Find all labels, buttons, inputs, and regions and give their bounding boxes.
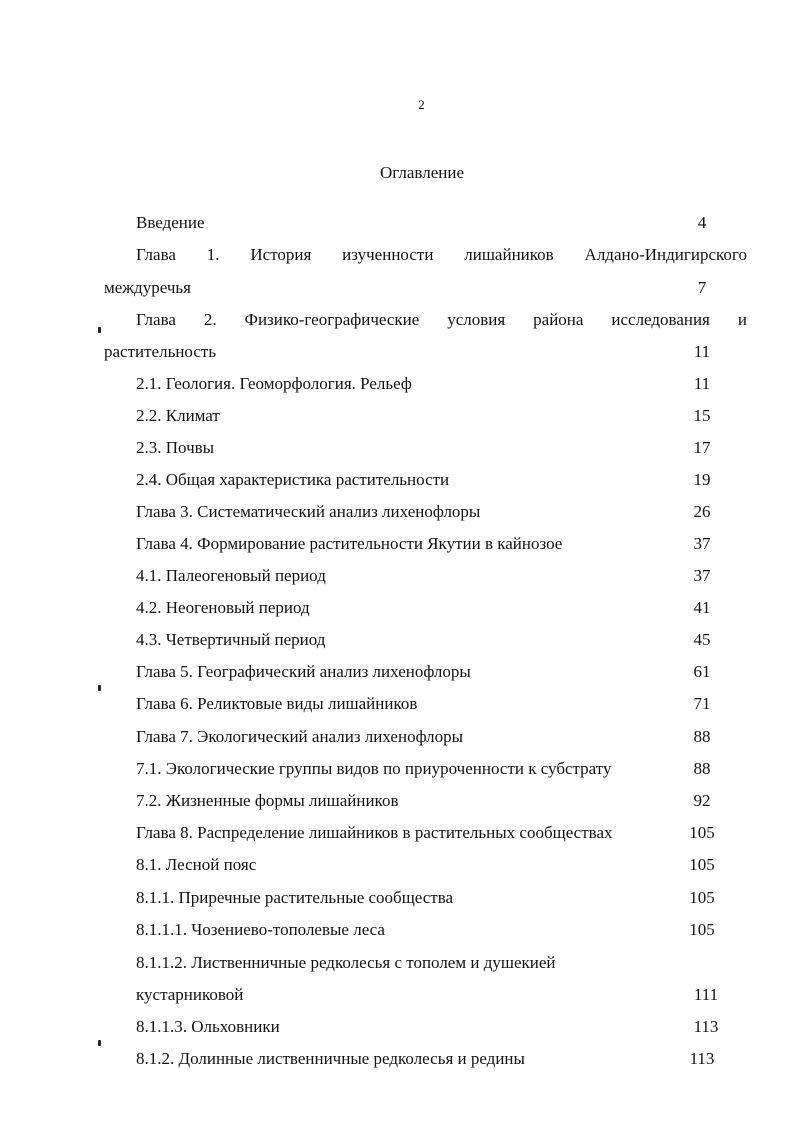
- toc-entry-page: 17: [693, 438, 711, 457]
- toc-word: и: [737, 310, 747, 329]
- toc-entry-title: 2.1. Геология. Геоморфология. Рельеф: [136, 374, 412, 393]
- toc-word: Глава: [136, 245, 176, 264]
- toc-entry: [136, 1015, 776, 1039]
- toc-entry-page: 26: [693, 502, 711, 521]
- toc-entry: [136, 468, 776, 492]
- toc-entry-title: 7.2. Жизненные формы лишайников: [136, 791, 399, 810]
- toc-entry-title: 2.2. Климат: [136, 406, 220, 425]
- toc-word: 1.: [206, 245, 220, 264]
- toc-title: Оглавление: [380, 163, 464, 182]
- scan-mark: [98, 1040, 101, 1046]
- scan-mark: [98, 685, 101, 691]
- toc-entry: [136, 1047, 776, 1071]
- toc-entry-title: Глава 5. Географический анализ лихенофлоры: [136, 662, 471, 681]
- toc-entry-page: 37: [693, 566, 711, 585]
- toc-entry: [136, 660, 776, 684]
- toc-entry-title: 4.1. Палеогеновый период: [136, 566, 326, 585]
- toc-entry-title: междуречья: [104, 278, 191, 297]
- toc-entry-title: Глава 6. Реликтовые виды лишайников: [136, 694, 418, 713]
- toc-entry-title: 8.1.1.3. Ольховники: [136, 1017, 280, 1036]
- toc-entry: [136, 596, 776, 620]
- toc-entry-title: кустарниковой: [136, 985, 244, 1004]
- toc-entry-page: 113: [693, 1017, 719, 1036]
- toc-entry-page: 11: [693, 342, 711, 361]
- toc-entry-page: 7: [697, 278, 707, 297]
- toc-entry-page: 105: [689, 823, 715, 842]
- toc-entry: [136, 404, 776, 428]
- toc-entry: [136, 757, 776, 781]
- toc-entry-intro: [136, 211, 776, 235]
- toc-entry: [136, 918, 776, 942]
- toc-entry: [136, 821, 776, 845]
- toc-entry-ch2-line2: [104, 340, 776, 364]
- toc-entry-page: 88: [693, 759, 711, 778]
- toc-entry-title: 2.4. Общая характеристика растительности: [136, 470, 450, 489]
- toc-entry-title: Глава 4. Формирование растительности Якутии в кайнозое: [136, 534, 563, 553]
- toc-entry-ch2-line1: [136, 308, 747, 332]
- toc-entry: [136, 789, 776, 813]
- toc-word: История: [250, 245, 312, 264]
- toc-entry-page: 113: [689, 1049, 715, 1068]
- toc-entry-page: 111: [693, 985, 719, 1004]
- toc-entry-title: Введение: [136, 213, 205, 232]
- toc-entry-8112-line2: [136, 983, 776, 1007]
- toc-word: изученности: [342, 245, 434, 264]
- toc-entry-page: 19: [693, 470, 711, 489]
- toc-entry-page: 41: [693, 598, 711, 617]
- toc-word: лишайников: [464, 245, 554, 264]
- toc-word: Физико-географические: [244, 310, 420, 329]
- toc-entry: [136, 532, 776, 556]
- toc-entry-page: 11: [693, 374, 711, 393]
- toc-entry-page: 105: [689, 920, 715, 939]
- toc-entry: [136, 436, 776, 460]
- toc-entry-ch1-line1: [136, 243, 747, 267]
- toc-entry: [136, 886, 776, 910]
- toc-word: 2.: [203, 310, 217, 329]
- toc-entry: [136, 692, 776, 716]
- toc-entry: [136, 372, 776, 396]
- toc-word: Глава: [136, 310, 176, 329]
- toc-entry-title: 8.1. Лесной пояс: [136, 855, 257, 874]
- toc-entry-title: 2.3. Почвы: [136, 438, 215, 457]
- toc-entry: [136, 500, 776, 524]
- toc-entry-8112-line1: [136, 951, 776, 975]
- toc-entry-title: Глава 8. Распределение лишайников в растительных сообществах: [136, 823, 613, 842]
- scan-mark: [98, 327, 101, 333]
- toc-word: Алдано-Индигирского: [584, 245, 747, 264]
- toc-entry-title: Глава 3. Систематический анализ лихенофлоры: [136, 502, 481, 521]
- toc-entry: [136, 725, 776, 749]
- toc-entry-page: 105: [689, 888, 715, 907]
- toc-entry-page: 92: [693, 791, 711, 810]
- toc-word: района: [533, 310, 584, 329]
- toc-entry-title: 8.1.2. Долинные лиственничные редколесья и редины: [136, 1049, 525, 1068]
- toc-word: исследования: [611, 310, 710, 329]
- toc-word: условия: [447, 310, 506, 329]
- toc-entry-page: 4: [697, 213, 707, 232]
- toc-entry: [136, 564, 776, 588]
- toc-entry-page: 45: [693, 630, 711, 649]
- toc-entry-page: 105: [689, 855, 715, 874]
- toc-entry-page: 15: [693, 406, 711, 425]
- toc-entry-title: Глава 7. Экологический анализ лихенофлоры: [136, 727, 464, 746]
- toc-entry: [136, 853, 776, 877]
- toc-entry-page: 88: [693, 727, 711, 746]
- toc-entry-ch1-line2: [104, 276, 776, 300]
- toc-entry-page: 71: [693, 694, 711, 713]
- toc-entry-title: 4.3. Четвертичный период: [136, 630, 326, 649]
- toc-entry-page: 61: [693, 662, 711, 681]
- toc-entry-page: 37: [693, 534, 711, 553]
- toc-entry-title: растительность: [104, 342, 217, 361]
- toc-entry-title: 8.1.1.1. Чозениево-тополевые леса: [136, 920, 385, 939]
- page-number: 2: [418, 97, 425, 112]
- toc-entry-title: 8.1.1. Приречные растительные сообщества: [136, 888, 454, 907]
- toc-entry-title: 8.1.1.2. Лиственничные редколесья с тополем и душекией: [136, 953, 556, 972]
- toc-entry: [136, 628, 776, 652]
- toc-entry-title: 4.2. Неогеновый период: [136, 598, 310, 617]
- toc-entry-title: 7.1. Экологические группы видов по приуроченности к субстрату: [136, 759, 612, 778]
